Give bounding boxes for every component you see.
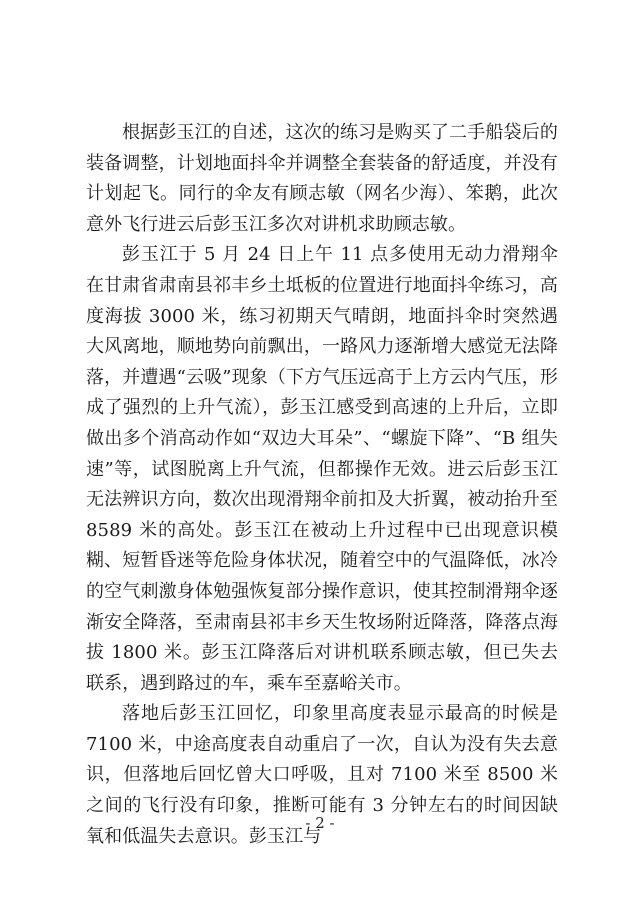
paragraph-2: 彭玉江于 5 月 24 日上午 11 点多使用无动力滑翔伞在甘肃省肃南县祁丰乡土坻板的位置进行地面抖伞练习，高度海拔 3000 米，练习初期天气晴朗，地面抖伞时突然遇大风离地，顺地势向前飘出，一路风力逐渐增大感觉无法降落，并遭遇“云吸”现象（下方气压远高于上方云内气压，形成了强烈的上升气流），彭玉江感受到高速的上升后，立即做出多个消高动作如“双边大耳朵”、“螺旋下降”、“B 组失速”等，试图脱离上升气流，但都操作无效。进云后彭玉江无法辨识方向，数次出现滑翔伞前扣及大折翼，被动抬升至 8589 米的高处。彭玉江在被动上升过程中已出现意识模糊、短暂昏迷等危险身体状况，随着空中的气温降低，冰冷的空气刺激身体勉强恢复部分操作意识，使其控制滑翔伞逐渐安全降落，至肃南县祁丰乡天生牧场附近降落，降落点海拔 1800 米。彭玉江降落后对讲机联系顾志敏，但已失去联系，遇到路过的车，乘车至嘉峪关市。 [86, 244, 558, 694]
page-number: - 2 - [305, 814, 335, 832]
document-body [86, 118, 558, 852]
paragraph-1: 根据彭玉江的自述，这次的练习是购买了二手船袋后的装备调整，计划地面抖伞并调整全套装备的舒适度，并没有计划起飞。同行的伞友有顾志敏（网名少海）、笨鹅，此次意外飞行进云后彭玉江多次对讲机求助顾志敏。 [86, 122, 558, 235]
paragraph-3: 落地后彭玉江回忆，印象里高度表显示最高的时候是 7100 米，中途高度表自动重启了一次，自认为没有失去意识，但落地后回忆曾大口呼吸，且对 7100 米至 8500 米之间的飞行没有印象，推断可能有 3 分钟左右的时间因缺氧和低温失去意识。彭玉江与 [86, 703, 558, 847]
